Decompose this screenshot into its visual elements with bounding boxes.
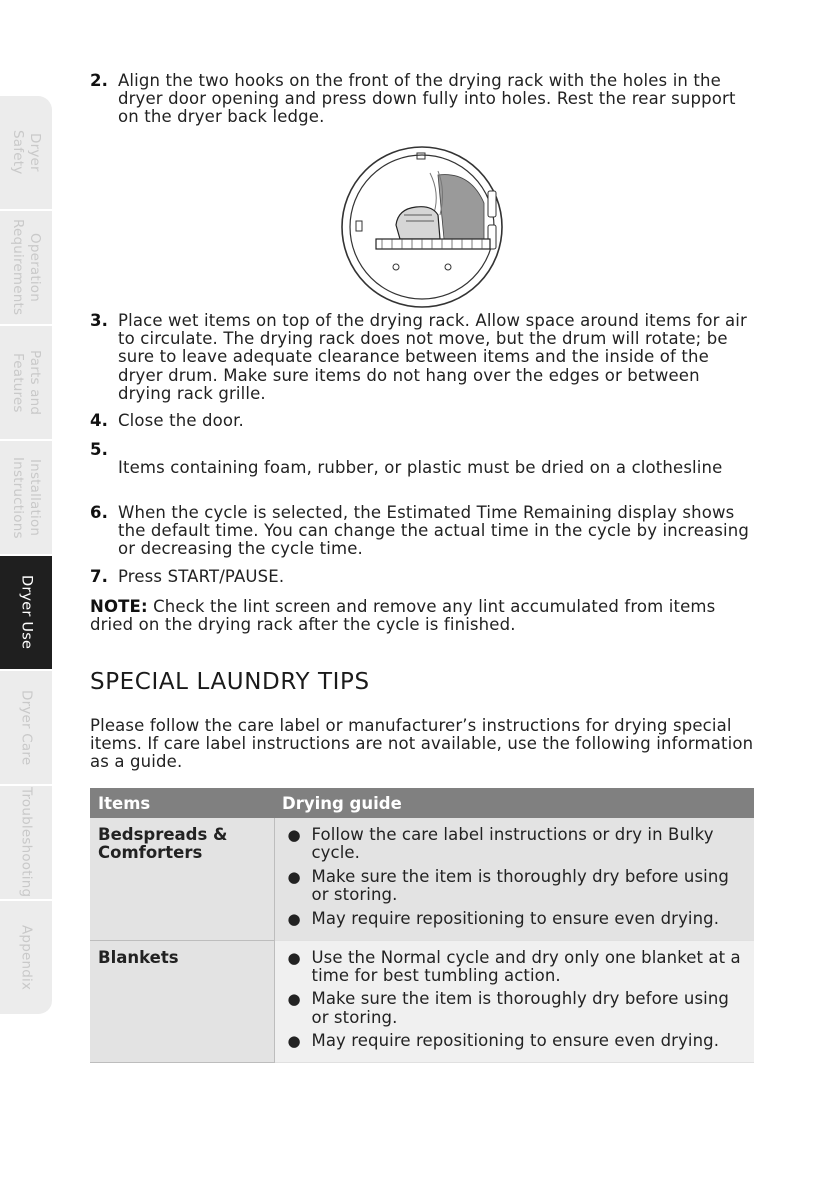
tip-text: Use the Normal cycle and dry only one blanket at a time for best tumbling action. (311, 947, 741, 985)
sneaker-icon (396, 207, 440, 239)
tips-list (275, 941, 755, 1063)
tip-text: Follow the care label instructions or dry in Bulky cycle. (311, 825, 714, 863)
tip-text: Make sure the item is thoroughly dry before using or storing. (311, 866, 729, 905)
tab-parts-and-features[interactable] (0, 326, 52, 440)
step-number: 5. (90, 440, 109, 459)
tab-label: Appendix (18, 924, 35, 991)
step-text: Press START/PAUSE. (118, 567, 285, 586)
step-5 (90, 441, 754, 477)
step-number: 6. (90, 503, 109, 522)
drum-vent-icon (488, 191, 496, 217)
bullet-icon: ● (287, 1032, 301, 1051)
step-text: Place wet items on top of the drying rack. Allow space around items for air to circulate. The drying rack does not move, but the drum will rotate; be sure to leave adequate clearance between items and the inside of the dryer drum. Make sure items do not hang over the edges or between drying rack grille. (118, 311, 747, 403)
tab-operation-requirements[interactable] (0, 211, 52, 325)
tab-label: Dryer Care (18, 689, 35, 766)
tab-dryer-use[interactable] (0, 556, 52, 670)
step-text: When the cycle is selected, the Estimated Time Remaining display shows the default time. You can change the actual time in the cycle by increasing or decreasing the cycle time. (118, 503, 749, 559)
drying-rack-icon (376, 239, 490, 249)
door-hook-icon (356, 221, 362, 231)
note-label: NOTE: (90, 597, 148, 616)
tab-appendix[interactable] (0, 901, 52, 1015)
guide-cell (274, 940, 754, 1063)
table-header-row (90, 788, 754, 818)
step-3 (90, 312, 754, 403)
intro-paragraph: Please follow the care label or manufacturer’s instructions for drying special items. If care label instructions are not available, use the following information as a guide. (90, 716, 754, 772)
step-number: 3. (90, 311, 109, 330)
list-item (275, 990, 747, 1026)
list-item (275, 826, 747, 862)
tab-installation-instructions[interactable] (0, 441, 52, 555)
bullet-icon: ● (287, 867, 301, 886)
step-number: 7. (90, 567, 109, 586)
tab-label: Parts and Features (10, 349, 43, 416)
step-2 (90, 72, 754, 127)
laundry-tips-table (90, 788, 754, 1063)
step-7 (90, 568, 754, 586)
table-row (90, 940, 754, 1063)
item-cell: Bedspreads & Comforters (90, 818, 274, 940)
bullet-icon: ● (287, 909, 301, 928)
list-item (275, 868, 747, 904)
bullet-icon: ● (287, 948, 301, 967)
header-items: Items (90, 788, 274, 818)
list-item (275, 1032, 747, 1050)
tab-label: Troubleshooting (18, 787, 35, 898)
tab-label: Dryer Use (18, 575, 35, 650)
step-4 (90, 412, 754, 430)
tab-troubleshooting[interactable] (0, 786, 52, 900)
bullet-icon: ● (287, 990, 301, 1009)
tab-label: Installation Instructions (10, 456, 43, 539)
step-text: Items containing foam, rubber, or plastic must be dried on a clothesline (118, 458, 723, 477)
list-item (275, 949, 747, 985)
section-title: SPECIAL LAUNDRY TIPS (90, 669, 370, 695)
tab-label: Dryer Safety (10, 130, 43, 175)
bullet-icon: ● (287, 826, 301, 844)
item-cell: Blankets (90, 940, 274, 1063)
tips-list (275, 818, 755, 940)
step-text: Align the two hooks on the front of the drying rack with the holes in the dryer door opening and press down fully into holes. Rest the rear support on the dryer back ledge. (118, 71, 736, 127)
tab-dryer-care[interactable] (0, 671, 52, 785)
note-text: Check the lint screen and remove any lint accumulated from items dried on the drying rack after the cycle is finished. (90, 597, 716, 635)
tip-text: May require repositioning to ensure even drying. (311, 908, 720, 928)
step-number: 4. (90, 411, 109, 430)
tip-text: Make sure the item is thoroughly dry before using or storing. (311, 989, 729, 1027)
step-text: Close the door. (118, 411, 244, 430)
list-item (275, 910, 747, 928)
header-drying-guide: Drying guide (274, 788, 754, 818)
tab-label: Operation Requirements (10, 219, 43, 316)
step-number: 2. (90, 71, 109, 90)
dryer-drum-illustration (340, 143, 510, 309)
note-paragraph (90, 598, 754, 634)
tab-dryer-safety[interactable] (0, 96, 52, 210)
tip-text: May require repositioning to ensure even drying. (311, 1031, 720, 1051)
step-6 (90, 504, 754, 559)
table-row (90, 818, 754, 940)
guide-cell (274, 818, 754, 940)
